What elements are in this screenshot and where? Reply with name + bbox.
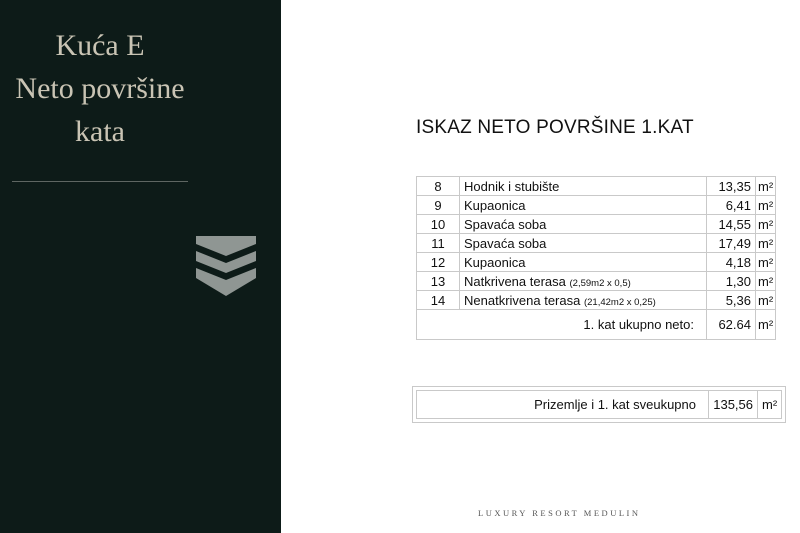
room-name <box>460 291 707 310</box>
title-line-1: Kuća E <box>55 29 145 62</box>
room-name-text: Kupaonica <box>464 197 526 213</box>
document-panel <box>281 0 800 533</box>
room-name <box>460 215 707 234</box>
row-number: 9 <box>417 196 460 215</box>
area-table <box>416 176 776 340</box>
room-note: (21,42m2 x 0,25) <box>583 296 656 308</box>
room-name <box>460 234 707 253</box>
area-value: 17,49 <box>707 234 756 253</box>
area-unit: m² <box>756 196 776 215</box>
row-number: 8 <box>417 177 460 196</box>
row-number: 13 <box>417 272 460 291</box>
left-panel <box>0 0 281 533</box>
total-value: 62.64 <box>707 310 756 340</box>
area-value: 6,41 <box>707 196 756 215</box>
grand-total-value: 135,56 <box>709 391 758 419</box>
title-line-3: kata <box>75 115 125 148</box>
area-unit: m² <box>756 215 776 234</box>
table-row <box>417 272 776 291</box>
grand-total-row <box>417 391 782 419</box>
area-unit: m² <box>756 253 776 272</box>
table-row <box>417 291 776 310</box>
table-row <box>417 196 776 215</box>
title-line-2: Neto površine <box>15 72 185 105</box>
row-number: 12 <box>417 253 460 272</box>
area-unit: m² <box>756 291 776 310</box>
grand-total-label: Prizemlje i 1. kat sveukupno <box>417 391 709 419</box>
grand-total-box <box>412 386 786 423</box>
total-label: 1. kat ukupno neto: <box>417 310 707 340</box>
row-number: 14 <box>417 291 460 310</box>
grand-total-unit: m² <box>758 391 782 419</box>
area-unit: m² <box>756 177 776 196</box>
footer-brand: LUXURY RESORT MEDULIN <box>478 508 641 518</box>
document-title: ISKAZ NETO POVRŠINE 1.KAT <box>416 117 694 138</box>
area-value: 4,18 <box>707 253 756 272</box>
room-name-text: Spavaća soba <box>464 216 547 232</box>
room-name <box>460 272 707 291</box>
divider <box>12 181 188 182</box>
room-name-text: Kupaonica <box>464 254 526 270</box>
room-name <box>460 253 707 272</box>
area-value: 5,36 <box>707 291 756 310</box>
area-value: 1,30 <box>707 272 756 291</box>
total-row <box>417 310 776 340</box>
area-unit: m² <box>756 272 776 291</box>
table-row <box>417 234 776 253</box>
area-unit: m² <box>756 234 776 253</box>
table-row <box>417 177 776 196</box>
area-value: 14,55 <box>707 215 756 234</box>
table-row <box>417 253 776 272</box>
total-unit: m² <box>756 310 776 340</box>
room-note: (2,59m2 x 0,5) <box>569 277 631 289</box>
triple-chevron-down-icon <box>196 236 256 298</box>
room-name-text: Hodnik i stubište <box>464 178 560 194</box>
row-number: 10 <box>417 215 460 234</box>
room-name-text: Natkrivena terasa <box>464 273 566 289</box>
room-name <box>460 177 707 196</box>
section-title <box>0 24 200 153</box>
grand-total-table <box>416 390 782 419</box>
room-name-text: Nenatkrivena terasa <box>464 292 581 308</box>
area-value: 13,35 <box>707 177 756 196</box>
room-name-text: Spavaća soba <box>464 235 547 251</box>
row-number: 11 <box>417 234 460 253</box>
room-name <box>460 196 707 215</box>
table-row <box>417 215 776 234</box>
